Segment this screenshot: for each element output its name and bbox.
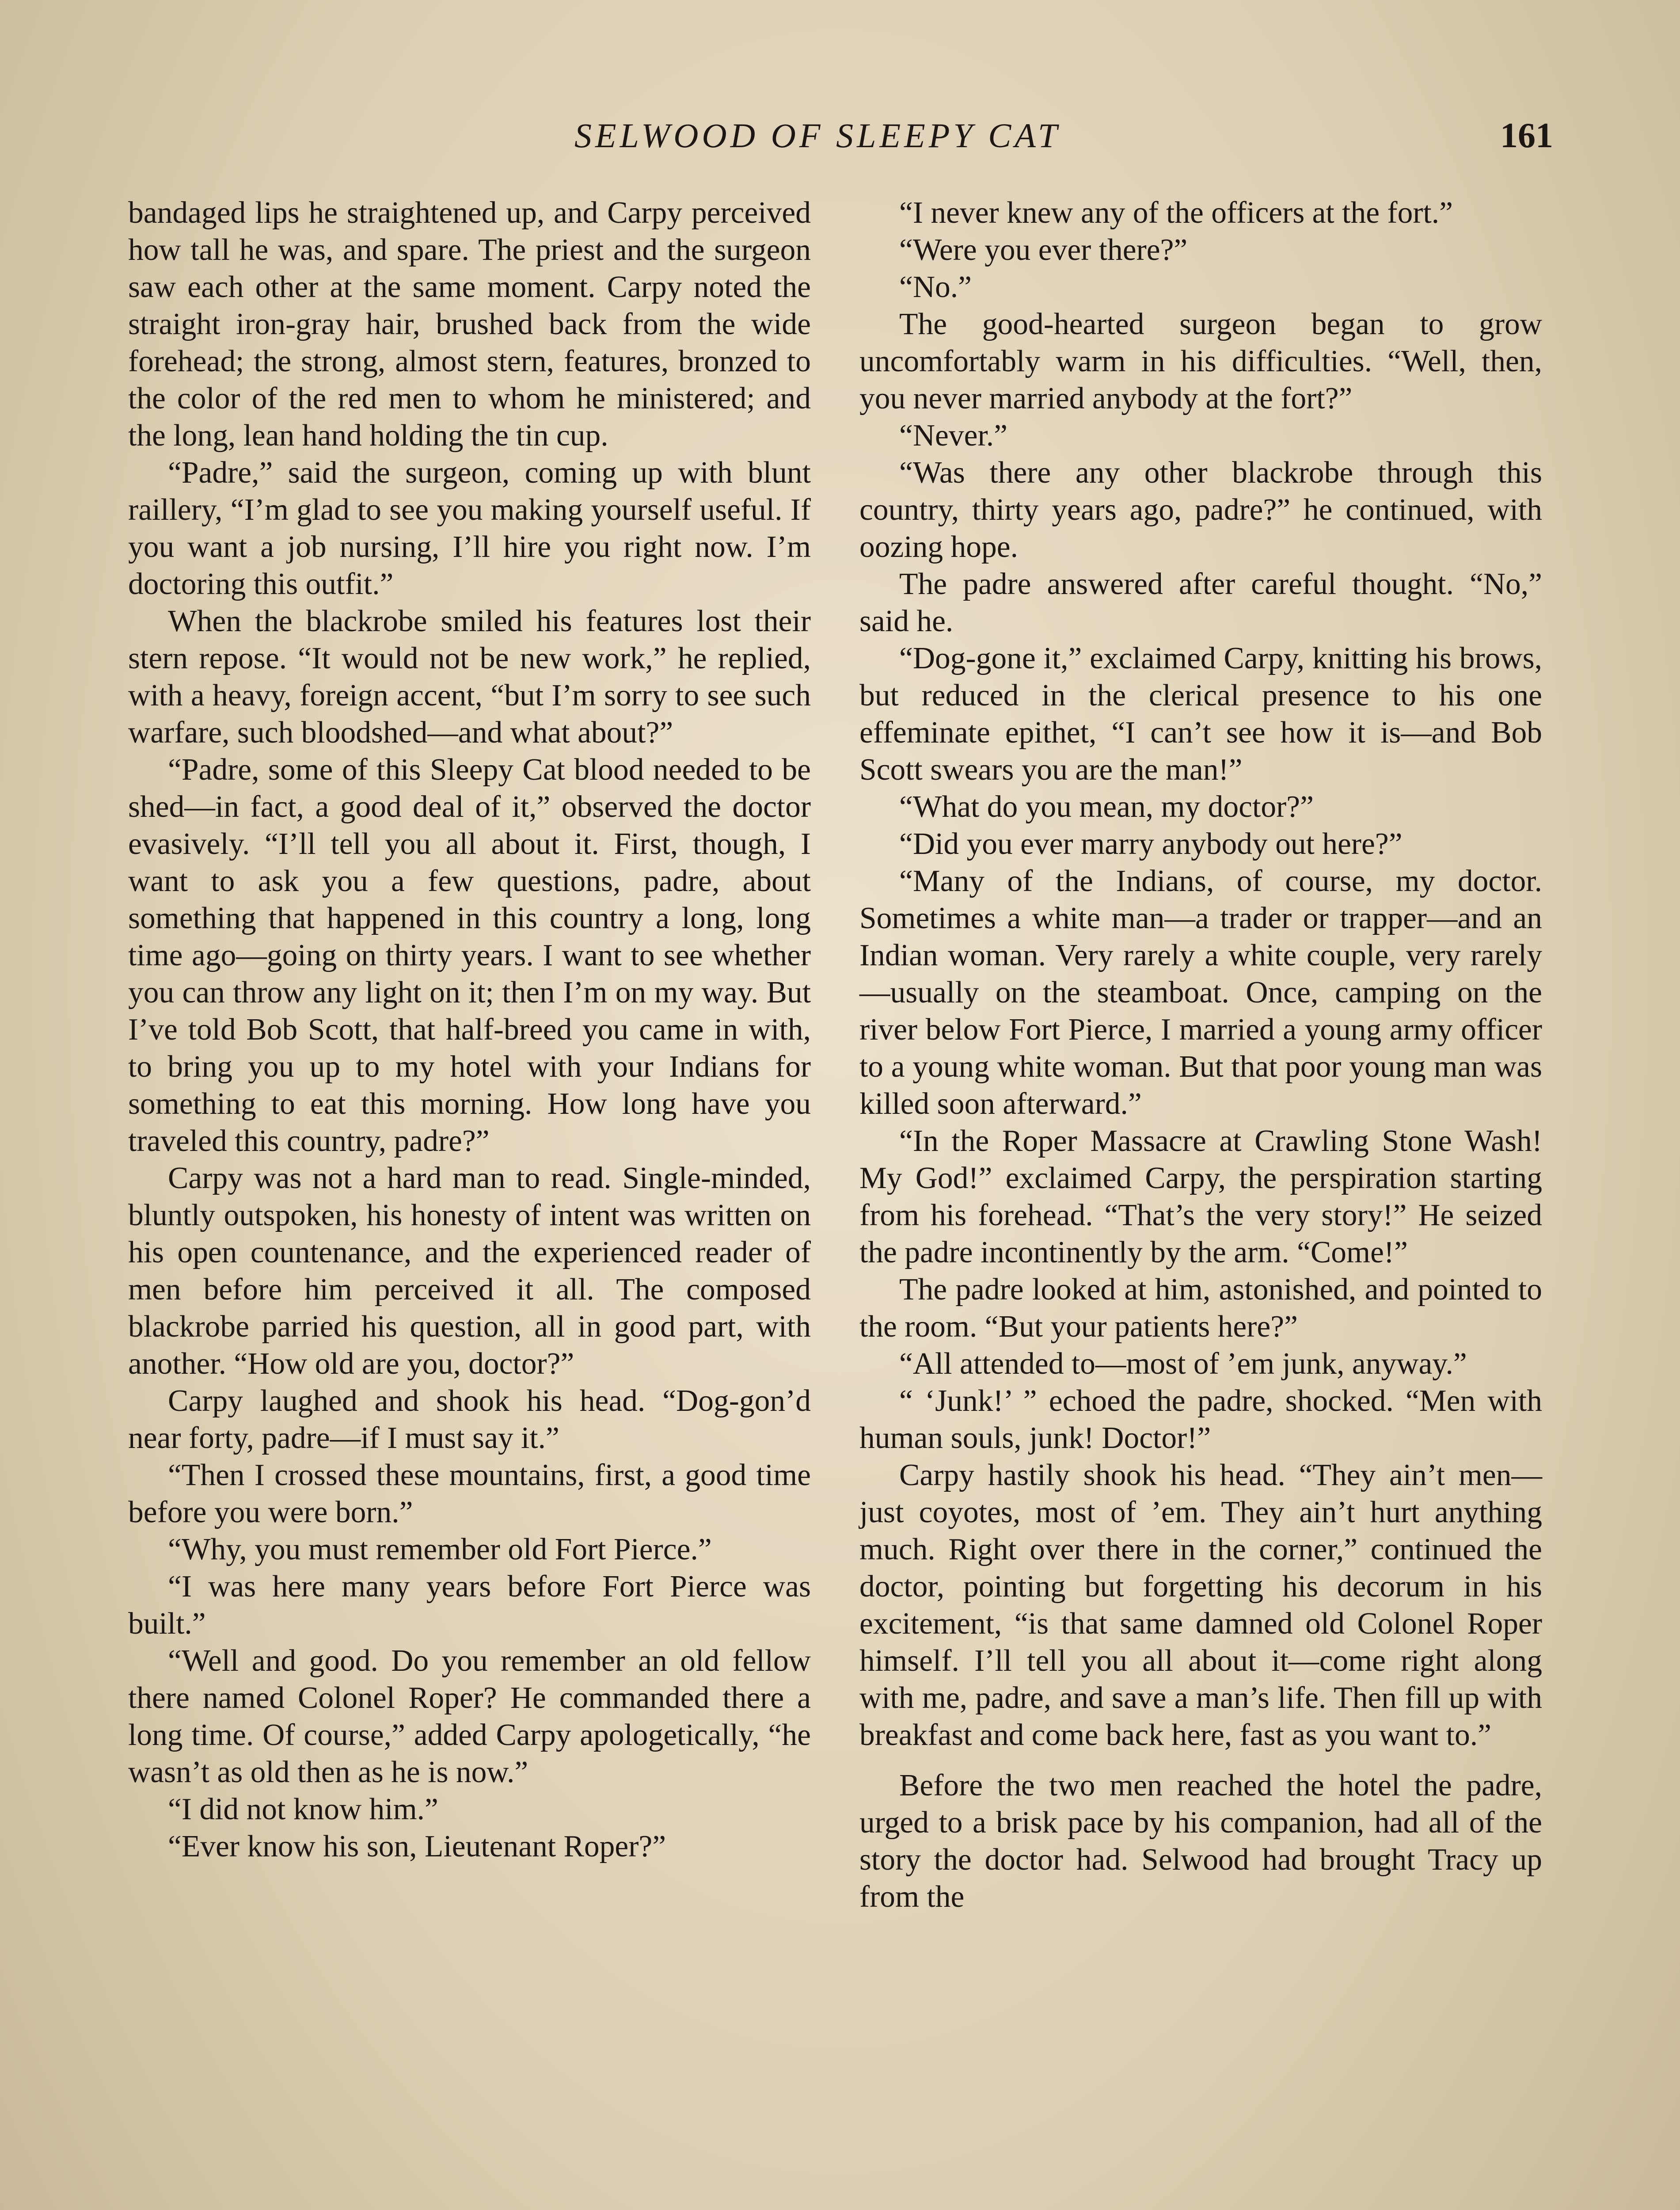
running-title: SELWOOD OF SLEEPY CAT	[574, 116, 1061, 155]
page-number: 161	[1500, 116, 1553, 155]
paragraph: “All attended to—most of ’em junk, anyway.”	[899, 1347, 1467, 1381]
paragraph: “Was there any other blackrobe through this country, thirty years ago, padre?” he continued, with oozing hope.	[859, 456, 1542, 564]
paragraph: “Then I crossed these mountains, first, a good time before you were born.”	[128, 1458, 811, 1529]
paragraph: The padre answered after careful thought. “No,” said he.	[859, 567, 1542, 638]
paragraph: “Well and good. Do you remember an old fellow there named Colonel Roper? He commanded there a long time. Of course,” added Carpy apologetically, “he wasn’t as old then as he is now.”	[128, 1644, 811, 1789]
paragraph: “I was here many years before Fort Pierce was built.”	[128, 1570, 811, 1641]
paragraph: “Ever know his son, Lieutenant Roper?”	[168, 1829, 666, 1863]
paragraph: bandaged lips he straightened up, and Carpy perceived how tall he was, and spare. The priest and the surgeon saw each other at the same moment. Carpy noted the straight iron-gray hair, brushed back from the wide forehead; the strong, almost stern, features, bronzed to the color of the red men to whom he ministered; and the long, lean hand holding the tin cup.	[128, 196, 811, 453]
paragraph: “Never.”	[899, 419, 1008, 453]
paragraph: The good-hearted surgeon began to grow uncomfortably warm in his difficulties. “Well, then, you never married anybody at the fort?”	[859, 307, 1542, 415]
paragraph: “Why, you must remember old Fort Pierce.”	[168, 1532, 712, 1566]
paragraph: “Padre,” said the surgeon, coming up with blunt raillery, “I’m glad to see you making yourself useful. If you want a job nursing, I’ll hire you right now. I’m doctoring this outfit.”	[128, 456, 811, 601]
paragraph: “Many of the Indians, of course, my doctor. Sometimes a white man—a trader or trapper—and an Indian woman. Very rarely a white couple, very rarely—usually on the steamboat. Once, camping on the river below Fort Pierce, I married a young army officer to a young white woman. But that poor young man was killed soon afterward.”	[859, 864, 1542, 1121]
paragraph: “Were you ever there?”	[899, 233, 1188, 267]
paragraph: “I did not know him.”	[168, 1792, 438, 1826]
right-column	[859, 194, 1542, 1916]
paragraph: Carpy was not a hard man to read. Single-minded, bluntly outspoken, his honesty of intent was written on his open countenance, and the experienced reader of men before him perceived it all. The composed blackrobe parried his question, all in good part, with another. “How old are you, doctor?”	[128, 1161, 811, 1381]
paragraph: “Padre, some of this Sleepy Cat blood needed to be shed—in fact, a good deal of it,” observed the doctor evasively. “I’ll tell you all about it. First, though, I want to ask you a few questions, padre, about something that happened in this country a long, long time ago—going on thirty years. I want to see whether you can throw any light on it; then I’m on my way. But I’ve told Bob Scott, that half-breed you came in with, to bring you up to my hotel with your Indians for something to eat this morning. How long have you traveled this country, padre?”	[128, 753, 811, 1158]
paragraph: Carpy hastily shook his head. “They ain’t men—just coyotes, most of ’em. They ain’t hurt anything much. Right over there in the corner,” continued the doctor, pointing but forgetting his decorum in his excitement, “is that same damned old Colonel Roper himself. I’ll tell you all about it—come right along with me, padre, and save a man’s life. Then fill up with breakfast and come back here, fast as you want to.”	[859, 1458, 1542, 1752]
paragraph: “I never knew any of the officers at the fort.”	[899, 196, 1453, 230]
paragraph: The padre looked at him, astonished, and pointed to the room. “But your patients here?”	[859, 1273, 1542, 1344]
paragraph: “Dog-gone it,” exclaimed Carpy, knitting his brows, but reduced in the clerical presence to his one effeminate epithet, “I can’t see how it is—and Bob Scott swears you are the man!”	[859, 641, 1542, 787]
paragraph: “In the Roper Massacre at Crawling Stone Wash! My God!” exclaimed Carpy, the perspiration starting from his forehead. “That’s the very story!” He seized the padre incontinently by the arm. “Come!”	[859, 1124, 1542, 1269]
paragraph: “Did you ever marry anybody out here?”	[899, 827, 1403, 861]
paragraph: Before the two men reached the hotel the padre, urged to a brisk pace by his companion, had all of the story the doctor had. Selwood had brought Tracy up from the	[859, 1768, 1542, 1914]
paragraph: Carpy laughed and shook his head. “Dog-gon’d near forty, padre—if I must say it.”	[128, 1384, 811, 1455]
paragraph: “No.”	[899, 270, 972, 304]
paragraph: “What do you mean, my doctor?”	[899, 790, 1314, 824]
paragraph: “ ‘Junk!’ ” echoed the padre, shocked. “Men with human souls, junk! Doctor!”	[859, 1384, 1542, 1455]
left-column	[128, 194, 811, 1865]
paragraph: When the blackrobe smiled his features lost their stern repose. “It would not be new work,” he replied, with a heavy, foreign accent, “but I’m sorry to see such warfare, such bloodshed—and what about?”	[128, 604, 811, 750]
